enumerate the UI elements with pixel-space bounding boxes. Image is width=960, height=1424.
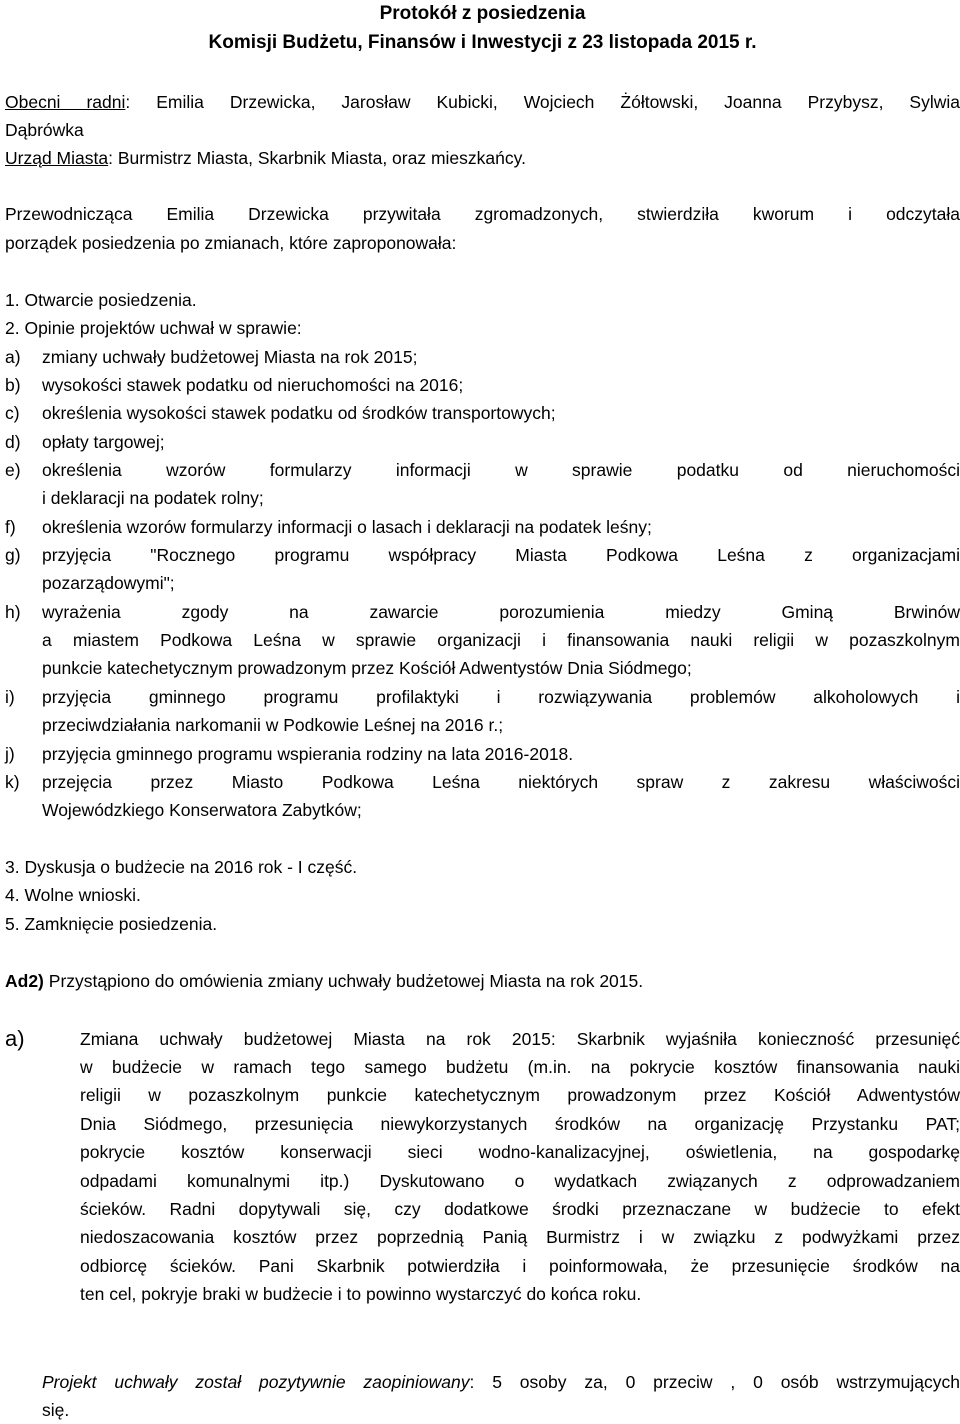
- agenda-item-4: 4. Wolne wnioski.: [5, 885, 141, 905]
- section-a-line: pokrycie kosztów konserwacji sieci wodno-kanalizacyjnej, oświetlenia, na gospodarkę: [80, 1142, 960, 1162]
- radni-names: Emilia Drzewicka, Jarosław Kubicki, Wojciech Żółtowski, Joanna Przybysz, Sylwia: [156, 92, 960, 112]
- urzad-text: Burmistrz Miasta, Skarbnik Miasta, oraz mieszkańcy.: [117, 148, 526, 168]
- radni-label: Obecni radni: [5, 92, 126, 112]
- ad2-label: Ad2): [5, 971, 44, 991]
- document-title: Protokół z posiedzenia: [379, 3, 586, 24]
- conclusion-italic: Projekt uchwały został pozytywnie zaopiniowany: [42, 1372, 470, 1392]
- conclusion-line-2: się.: [42, 1400, 70, 1420]
- attendance-urzad: Urząd Miasta: Burmistrz Miasta, Skarbnik Miasta, oraz mieszkańcy.: [5, 148, 526, 168]
- attendance-radni-cont: Dąbrówka: [5, 120, 84, 140]
- section-a-line: ten cel, pokryje braki w budżecie i to powinno wystarczyć do końca roku.: [80, 1284, 642, 1304]
- conclusion-votes: : 5 osoby za, 0 przeciw , 0 osób wstrzymujących: [469, 1372, 960, 1392]
- document-subtitle: Komisji Budżetu, Finansów i Inwestycji z 23 listopada 2015 r.: [208, 32, 757, 53]
- section-a-line: odbiorcę ścieków. Pani Skarbnik potwierdziła i poinformowała, że przesunięcie środków na: [80, 1256, 960, 1276]
- agenda-item-5: 5. Zamknięcie posiedzenia.: [5, 914, 218, 934]
- section-a-line: niedoszacowania kosztów przez poprzednią Panią Burmistrz i w związku z podwyżkami przez: [80, 1227, 960, 1247]
- section-a-line: ścieków. Radni dopytywali się, czy dodatkowe środki przeznaczane w budżecie to efekt: [80, 1199, 960, 1219]
- ad2-text: Przystąpiono do omówienia zmiany uchwały budżetowej Miasta na rok 2015.: [48, 971, 644, 991]
- section-a-line: religii w pozaszkolnym punkcie katechetycznym prowadzonym przez Kościół Adwentystów: [80, 1085, 960, 1105]
- section-a-line: Dnia Siódmego, przesunięcia niewykorzystanych środków na organizację Przystanku PAT;: [80, 1114, 960, 1134]
- conclusion-line-1: [42, 1368, 960, 1396]
- ad2-heading: [5, 967, 960, 995]
- attendance-radni: Obecni radni: Emilia Drzewicka, Jarosław Kubicki, Wojciech Żółtowski, Joanna Przybysz, Sylwia: [5, 92, 960, 112]
- section-a-line: odpadami komunalnymi itp.) Dyskutowano o wydatkach związanych z odprowadzaniem: [80, 1171, 960, 1191]
- section-a-line: Zmiana uchwały budżetowej Miasta na rok 2015: Skarbnik wyjaśniła konieczność przesunięć: [80, 1029, 960, 1049]
- section-a-line: w budżecie w ramach tego samego budżetu (m.in. na pokrycie kosztów finansowania nauki: [80, 1057, 960, 1077]
- agenda-item-3: 3. Dyskusja o budżecie na 2016 rok - I część.: [5, 857, 358, 877]
- section-a-label: a): [5, 1026, 25, 1051]
- intro-line-1: Przewodnicząca Emilia Drzewicka przywitała zgromadzonych, stwierdziła kworum i odczytała: [5, 204, 960, 224]
- agenda-item-2: 2. Opinie projektów uchwał w sprawie:: [5, 318, 302, 338]
- agenda-item-1: 1. Otwarcie posiedzenia.: [5, 290, 197, 310]
- intro-line-2: porządek posiedzenia po zmianach, które zaproponowała:: [5, 233, 457, 253]
- urzad-label: Urząd Miasta: [5, 148, 109, 168]
